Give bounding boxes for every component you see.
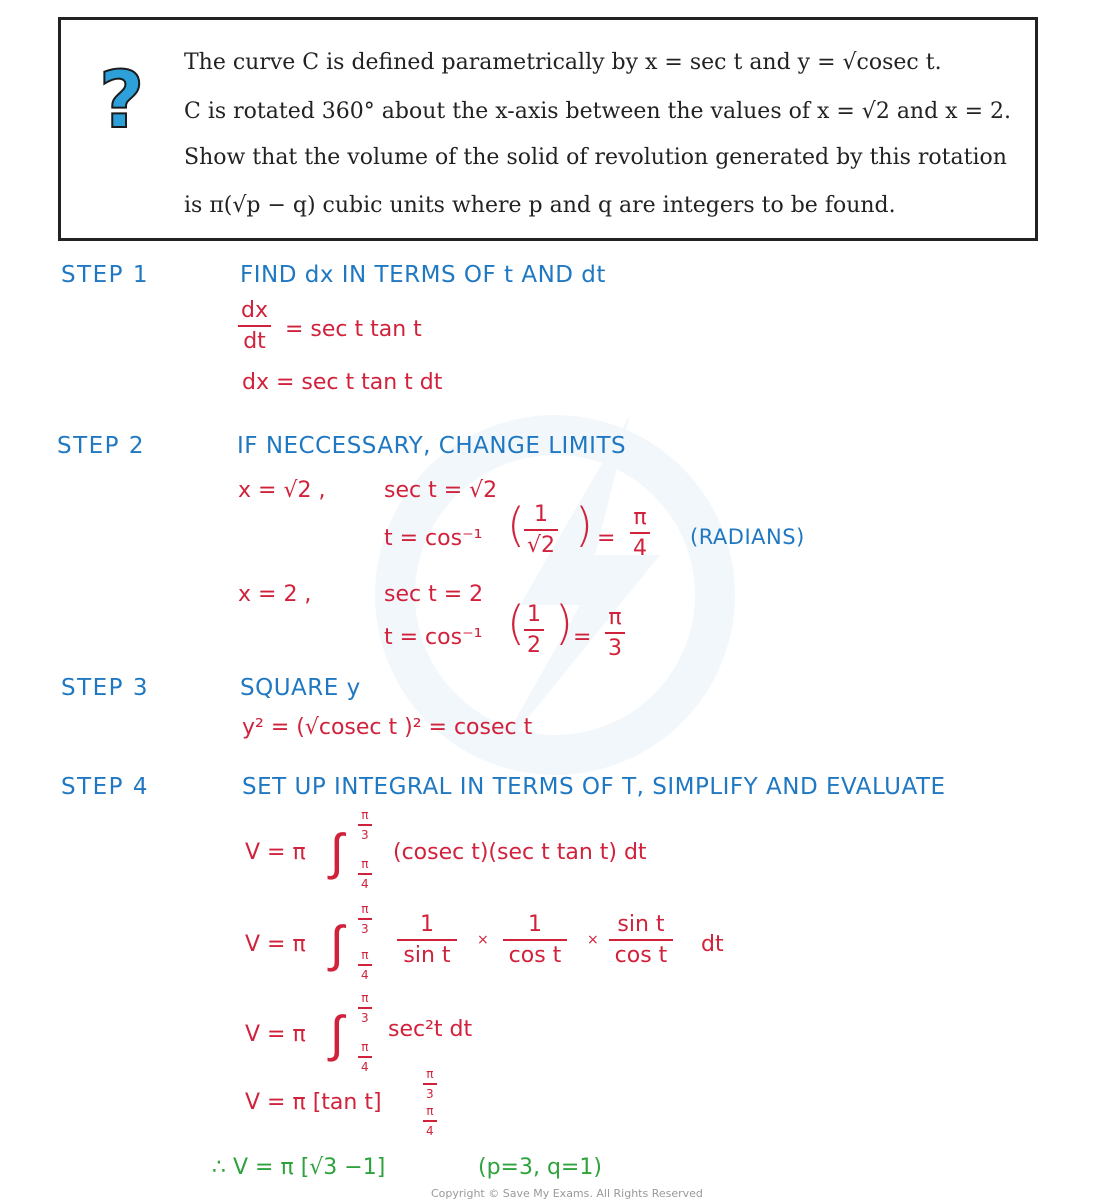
v-equals-pi-2: V = π bbox=[245, 932, 306, 957]
right-paren: ) bbox=[575, 498, 593, 552]
upper-limit-1: π 3 bbox=[358, 808, 372, 842]
final-answer: ∴ V = π [√3 −1] bbox=[212, 1155, 386, 1180]
right-paren-2: ) bbox=[555, 596, 573, 650]
lower-limit-3: π 4 bbox=[358, 1040, 372, 1074]
one-over-cos-t: 1 cos t bbox=[503, 912, 567, 968]
times-sign-2: × bbox=[587, 932, 599, 948]
t-arccos-2: t = cos⁻¹ bbox=[384, 625, 483, 650]
step-1-heading: FIND dx IN TERMS OF t AND dt bbox=[240, 262, 606, 288]
p-q-values: (p=3, q=1) bbox=[478, 1155, 602, 1180]
sec-t-root2: sec t = √2 bbox=[384, 478, 498, 503]
question-line-3: Show that the volume of the solid of revolution generated by this rotation bbox=[184, 145, 1007, 170]
sin-t-over-cos-t: sin t cos t bbox=[609, 912, 673, 968]
integrand-3: sec²t dt bbox=[388, 1017, 473, 1042]
question-line-2: C is rotated 360° about the x-axis between the values of x = √2 and x = 2. bbox=[184, 99, 1011, 124]
step-3-heading: SQUARE y bbox=[240, 675, 361, 701]
question-line-1: The curve C is defined parametrically by x = sec t and y = √cosec t. bbox=[184, 50, 942, 75]
dt-label: dt bbox=[701, 932, 724, 957]
upper-limit-2: π 3 bbox=[358, 902, 372, 936]
equals-sign-2: = bbox=[573, 625, 592, 650]
times-sign-1: × bbox=[477, 932, 489, 948]
step1-dx-expression: dx = sec t tan t dt bbox=[242, 370, 443, 395]
integrand-1: (cosec t)(sec t tan t) dt bbox=[393, 840, 647, 865]
lower-limit-1: π 4 bbox=[358, 857, 372, 891]
step1-derivative: = sec t tan t bbox=[285, 317, 422, 342]
left-paren: ( bbox=[507, 498, 525, 552]
step-4-label: STEP 4 bbox=[61, 774, 149, 800]
upper-limit-3: π 3 bbox=[358, 991, 372, 1025]
question-mark-icon: ? bbox=[99, 56, 145, 146]
t-arccos-1: t = cos⁻¹ bbox=[384, 526, 483, 551]
upper-limit-4: π 3 bbox=[423, 1067, 437, 1101]
lower-limit-2: π 4 bbox=[358, 948, 372, 982]
y-squared-expression: y² = (√cosec t )² = cosec t bbox=[242, 715, 533, 740]
v-equals-pi-3: V = π bbox=[245, 1022, 306, 1047]
one-over-sin-t: 1 sin t bbox=[397, 912, 457, 968]
step-2-label: STEP 2 bbox=[57, 433, 145, 459]
question-line-4: is π(√p − q) cubic units where p and q are integers to be found. bbox=[184, 193, 896, 218]
step-2-heading: IF NECCESSARY, CHANGE LIMITS bbox=[237, 433, 627, 459]
left-paren-2: ( bbox=[507, 596, 525, 650]
v-equals-pi-1: V = π bbox=[245, 840, 306, 865]
dx-dt-fraction: dx dt bbox=[238, 298, 271, 354]
copyright-notice: Copyright © Save My Exams. All Rights Reserved bbox=[431, 1187, 703, 1200]
lower-limit-4: π 4 bbox=[423, 1104, 437, 1138]
question-box bbox=[58, 17, 1038, 241]
pi-over-4: π 4 bbox=[630, 505, 650, 561]
sec-t-2: sec t = 2 bbox=[384, 582, 484, 607]
step-3-label: STEP 3 bbox=[61, 675, 149, 701]
one-over-two: 1 2 bbox=[524, 602, 544, 658]
integral-sign-1: ∫ bbox=[330, 823, 344, 881]
radians-note: (RADIANS) bbox=[690, 525, 805, 549]
equals-sign: = bbox=[597, 526, 616, 551]
one-over-root2: 1 √2 bbox=[524, 502, 558, 558]
step-4-heading: SET UP INTEGRAL IN TERMS OF T, SIMPLIFY AND EVALUATE bbox=[242, 774, 946, 800]
step-1-label: STEP 1 bbox=[61, 262, 149, 288]
integral-sign-2: ∫ bbox=[330, 915, 344, 973]
limit-x-root2: x = √2 , bbox=[238, 478, 326, 503]
tan-evaluation: V = π [tan t] bbox=[245, 1090, 382, 1115]
limit-x-2: x = 2 , bbox=[238, 582, 312, 607]
pi-over-3: π 3 bbox=[605, 605, 625, 661]
integral-sign-3: ∫ bbox=[330, 1005, 344, 1063]
